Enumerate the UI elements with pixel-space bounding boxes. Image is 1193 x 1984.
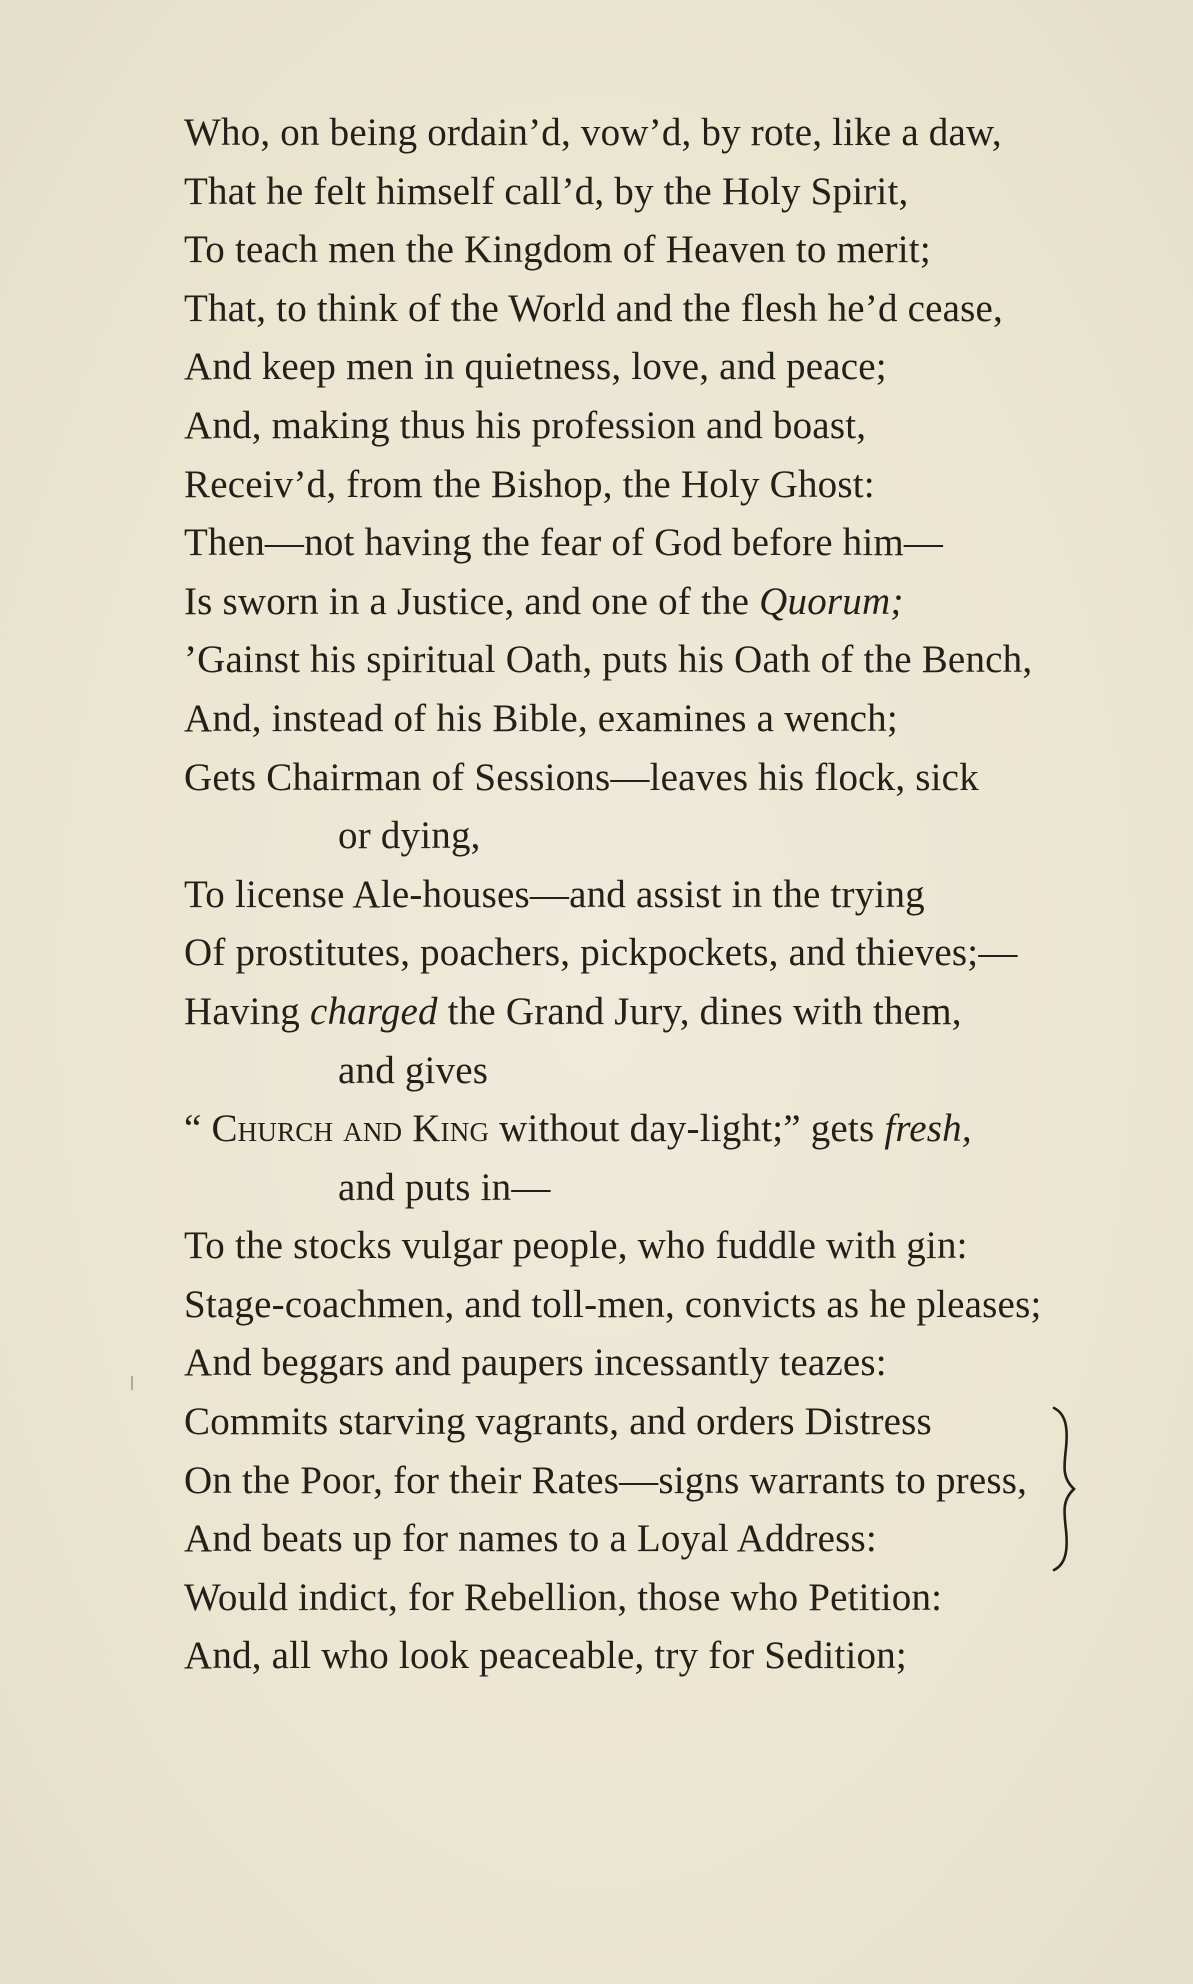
poem-line-11: And, instead of his Bible, examines a wench;: [184, 696, 898, 740]
poem-text: [184, 104, 1064, 1686]
poem-line-24: And, all who look peaceable, try for Sedition;: [184, 1634, 907, 1678]
poem-line-9-text: Is sworn in a Justice, and one of the: [184, 579, 760, 623]
poem-line-16-continuation: and puts in—: [338, 1165, 551, 1209]
poem-line-12-continuation: or dying,: [338, 814, 481, 858]
margin-mark: [131, 1376, 133, 1390]
poem-line-23: Would indict, for Rebellion, those who Petition:: [184, 1575, 943, 1619]
poem-line-15-continuation: and gives: [338, 1048, 489, 1092]
poem-line-17: To the stocks vulgar people, who fuddle with gin:: [184, 1224, 968, 1268]
poem-line-16: [184, 1100, 1064, 1159]
poem-line-19: And beggars and paupers incessantly teazes:: [184, 1341, 887, 1385]
poem-line-21: On the Poor, for their Rates—signs warrants to press,: [184, 1458, 1028, 1502]
poem-line-15-start: Having: [184, 989, 310, 1033]
poem-line-15: [184, 983, 1064, 1042]
poem-line-14: Of prostitutes, poachers, pickpockets, and thieves;—: [184, 931, 1018, 975]
poem-line-16-middle: without day-light;” gets: [489, 1107, 885, 1151]
poem-line-13: To license Ale-houses—and assist in the trying: [184, 872, 925, 916]
poem-line-8: Then—not having the fear of God before him—: [184, 521, 944, 565]
italic-charged: charged: [309, 989, 438, 1033]
italic-fresh: fresh,: [884, 1107, 972, 1151]
small-caps-church-and-king: Church and King: [211, 1107, 490, 1151]
poem-line-18: Stage-coachmen, and toll-men, convicts as he pleases;: [184, 1282, 1042, 1326]
poem-line-9: [184, 573, 1064, 632]
italic-quorum: Quorum;: [759, 579, 904, 623]
poem-line-4: That, to think of the World and the flesh he’d cease,: [184, 286, 1003, 330]
open-quote: “: [184, 1107, 212, 1151]
poem-line-2: That he felt himself call’d, by the Holy Spirit,: [184, 169, 909, 213]
poem-line-15-end: the Grand Jury, dines with them,: [437, 989, 962, 1033]
poem-line-1: Who, on being ordain’d, vow’d, by rote, like a daw,: [184, 111, 1002, 154]
poem-line-5: And keep men in quietness, love, and peace;: [184, 345, 887, 389]
poem-line-20: Commits starving vagrants, and orders Distress: [184, 1400, 932, 1444]
poem-line-6: And, making thus his profession and boast,: [184, 403, 867, 447]
poem-line-10: ’Gainst his spiritual Oath, puts his Oath of the Bench,: [184, 638, 1033, 682]
poem-line-7: Receiv’d, from the Bishop, the Holy Ghost:: [184, 462, 875, 506]
poem-line-22: And beats up for names to a Loyal Address:: [184, 1517, 877, 1561]
poem-line-12: Gets Chairman of Sessions—leaves his flock, sick: [184, 755, 979, 799]
poem-line-3: To teach men the Kingdom of Heaven to merit;: [184, 228, 931, 272]
curly-brace-icon: [1050, 1404, 1080, 1574]
